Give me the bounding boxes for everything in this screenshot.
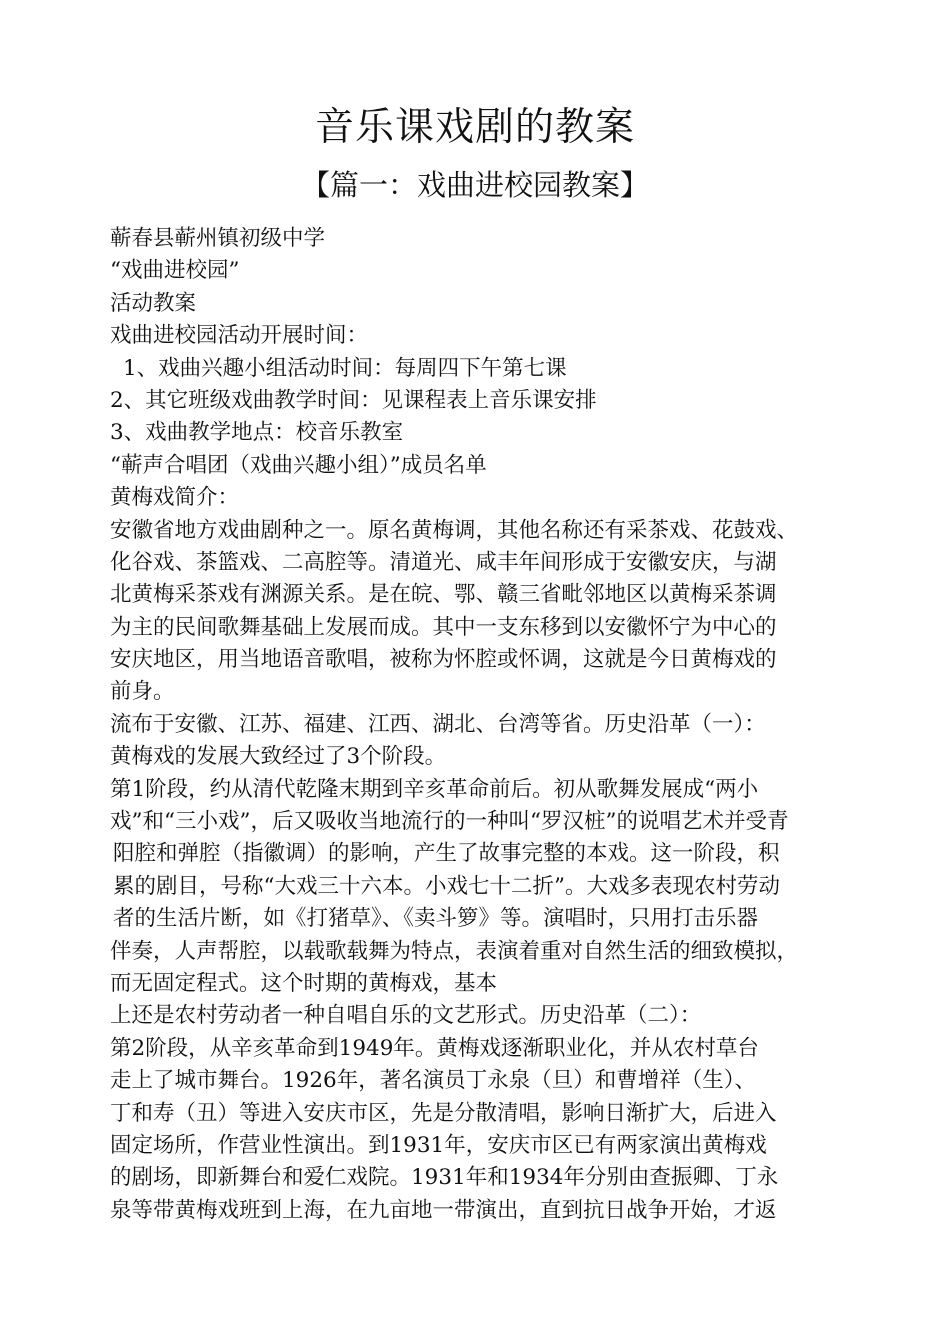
text-line: 黄梅戏的发展大致经过了3个阶段。 bbox=[110, 744, 447, 770]
text-line: “蕲声合唱团（戏曲兴趣小组）”成员名单 bbox=[110, 452, 487, 478]
text-line: 化谷戏、茶篮戏、二高腔等。清道光、咸丰年间形成于安徽安庆，与湖 bbox=[110, 549, 777, 575]
document-title: 音乐课戏剧的教案 bbox=[314, 105, 635, 150]
text-line: 的剧场，即新舞台和爱仁戏院。1931年和1934年分别由查振卿、丁永 bbox=[110, 1165, 779, 1191]
text-line: 泉等带黄梅戏班到上海，在九亩地一带演出，直到抗日战争开始，才返 bbox=[110, 1197, 777, 1223]
text-line: 2、其它班级戏曲教学时间：见课程表上音乐课安排 bbox=[110, 387, 597, 413]
text-line: 固定场所，作营业性演出。到1931年，安庆市区已有两家演出黄梅戏 bbox=[110, 1132, 767, 1158]
text-line: 走上了城市舞台。1926年，著名演员丁永泉（旦）和曹增祥（生）、 bbox=[110, 1068, 756, 1094]
text-line: 丁和寿（丑）等进入安庆市区，先是分散清唱，影响日渐扩大，后进入 bbox=[110, 1100, 777, 1126]
text-line: 安庆地区，用当地语音歌唱，被称为怀腔或怀调，这就是今日黄梅戏的 bbox=[110, 647, 777, 673]
text-line: “戏曲进校园” bbox=[110, 258, 240, 284]
text-line: 黄梅戏简介： bbox=[110, 485, 240, 511]
text-line: 而无固定程式。这个时期的黄梅戏，基本 bbox=[110, 970, 498, 996]
text-line: 累的剧目，号称“大戏三十六本。小戏七十二折”。大戏多表现农村劳动 bbox=[113, 873, 780, 899]
text-line: 活动教案 bbox=[110, 290, 197, 316]
text-line: 蕲春县蕲州镇初级中学 bbox=[110, 226, 326, 251]
document-body bbox=[110, 223, 855, 1227]
text-line: 阳腔和弹腔（指徽调）的影响，产生了故事完整的本戏。这一阶段，积 bbox=[113, 841, 780, 867]
text-line: 第2阶段，从辛亥革命到1949年。黄梅戏逐渐职业化，并从农村草台 bbox=[110, 1035, 759, 1061]
text-line: 第1阶段，约从清代乾隆末期到辛亥革命前后。初从歌舞发展成“两小 bbox=[110, 776, 759, 802]
text-line: 安徽省地方戏曲剧种之一。原名黄梅调，其他名称还有采茶戏、花鼓戏、 bbox=[110, 517, 799, 543]
text-line: 前身。 bbox=[110, 679, 175, 705]
document-subtitle: 【篇一：戏曲进校园教案】 bbox=[300, 168, 649, 202]
text-line: 3、戏曲教学地点：校音乐教室 bbox=[110, 420, 404, 446]
text-line: 上还是农村劳动者一种自唱自乐的文艺形式。历史沿革（二）： bbox=[110, 1003, 702, 1029]
text-line: 北黄梅采茶戏有渊源关系。是在皖、鄂、赣三省毗邻地区以黄梅采茶调 bbox=[110, 582, 777, 608]
text-line: 戏”和“三小戏”，后又吸收当地流行的一种叫“罗汉桩”的说唱艺术并受青 bbox=[110, 809, 789, 835]
text-line: 伴奏，人声帮腔，以载歌载舞为特点，表演着重对自然生活的细致模拟， bbox=[110, 938, 799, 964]
text-line: 者的生活片断，如《打猪草》、《卖斗箩》等。演唱时，只用打击乐器 bbox=[113, 906, 759, 932]
text-line: 1、戏曲兴趣小组活动时间：每周四下午第七课 bbox=[123, 355, 567, 381]
text-line: 戏曲进校园活动开展时间： bbox=[110, 323, 369, 349]
text-line: 为主的民间歌舞基础上发展而成。其中一支东移到以安徽怀宁为中心的 bbox=[110, 614, 777, 640]
text-line: 流布于安徽、江苏、福建、江西、湖北、台湾等省。历史沿革（一）： bbox=[110, 711, 766, 737]
